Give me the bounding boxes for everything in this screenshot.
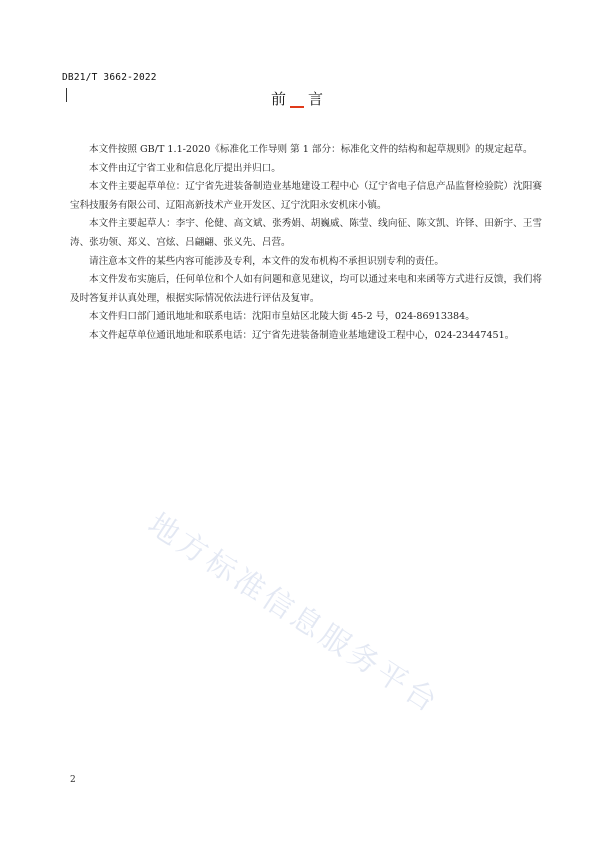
paragraph-feedback: 本文件发布实施后，任何单位和个人如有问题和意见建议，均可以通过来电和来函等方式进行反馈，我们将及时答复并认真处理，根据实际情况依法进行评估及复审。 <box>70 274 542 304</box>
title-part-1: 前 <box>270 90 286 108</box>
paragraph-drafting-rules: 本文件按照 GB/T 1.1-2020《标准化工作导则 第 1 部分：标准化文件的结构和起草规则》的规定起草。 <box>89 144 533 155</box>
section-title <box>0 88 594 109</box>
paragraph-authority-contact: 本文件归口部门通讯地址和联系电话：沈阳市皇姑区北陵大街 45-2 号，024-86913384。 <box>89 311 475 323</box>
foreword-body <box>70 141 542 346</box>
paragraph-drafting-units: 本文件主要起草单位：辽宁省先进装备制造业基地建设工程中心（辽宁省电子信息产品监督检验院）沈阳赛宝科技服务有限公司、辽阳高新技术产业开发区、辽宁沈阳永安机床小镇。 <box>70 181 542 211</box>
paragraph-drafter-contact: 本文件起草单位通讯地址和联系电话：辽宁省先进装备制造业基地建设工程中心，024-23447451。 <box>89 329 515 341</box>
paragraph-proposer: 本文件由辽宁省工业和信息化厅提出并归口。 <box>89 162 281 174</box>
document-code: DB21/T 3662-2022 <box>62 72 157 83</box>
watermark: 地方标准信息服务平台 <box>141 506 446 722</box>
paragraph-drafters: 本文件主要起草人：李宇、伦健、高文斌、张秀娟、胡巍威、陈莹、线向征、陈文凯、许铎、田新宇、王雪涛、张功领、郑义、宫炫、吕翩翩、张义先、吕营。 <box>70 218 542 248</box>
page-number: 2 <box>70 775 76 785</box>
text-cursor-mark <box>290 92 304 108</box>
paragraph-patent-notice: 请注意本文件的某些内容可能涉及专利，本文件的发布机构不承担识别专利的责任。 <box>89 255 444 267</box>
title-part-2: 言 <box>308 90 324 108</box>
